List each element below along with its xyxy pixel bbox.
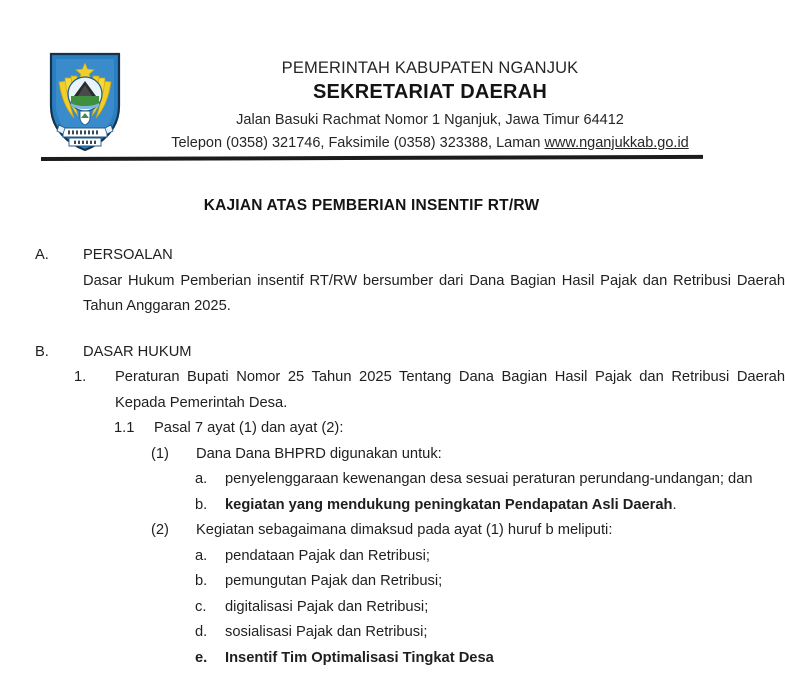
paragraph-2-letter-b-marker: b. bbox=[195, 573, 208, 589]
paragraph-1-letter-a-text: penyelenggaraan kewenangan desa sesuai peraturan perundang-undangan; dan bbox=[225, 471, 753, 487]
paragraph-2-letter-e-text: Insentif Tim Optimalisasi Tingkat Desa bbox=[225, 649, 494, 666]
section-b-item-1-text: Peraturan Bupati Nomor 25 Tahun 2025 Tentang Dana Bagian Hasil Pajak dan Retribusi Daerah Kepada Pemerintah Desa. bbox=[115, 369, 785, 411]
paragraph-1-row bbox=[0, 442, 785, 468]
paragraph-1-letter-b-marker: b. bbox=[195, 496, 208, 513]
letterhead-office-name: SEKRETARIAT DAERAH bbox=[313, 81, 547, 103]
section-a-paragraph: Dasar Hukum Pemberian insentif RT/RW bersumber dari Dana Bagian Hasil Pajak dan Retribusi Daerah Tahun Anggaran 2025. bbox=[83, 272, 785, 314]
letterhead-text bbox=[155, 58, 705, 154]
letterhead-contact bbox=[155, 133, 705, 154]
nganjuk-regency-crest-icon bbox=[47, 48, 123, 152]
section-b-subitem-1-1-row bbox=[0, 416, 785, 442]
paragraph-1-letter-a-row bbox=[0, 467, 785, 493]
paragraph-2-text: Kegiatan sebagaimana dimaksud pada ayat (1) huruf b meliputi: bbox=[196, 522, 613, 538]
paragraph-2-letter-c-row bbox=[0, 595, 785, 621]
paragraph-1-marker: (1) bbox=[151, 445, 169, 462]
letterhead-divider-rule bbox=[41, 155, 703, 161]
paragraph-1-text: Dana Dana BHPRD digunakan untuk: bbox=[196, 445, 442, 462]
paragraph-2-letter-d-marker: d. bbox=[195, 624, 208, 640]
paragraph-2-letter-a-row bbox=[0, 544, 785, 570]
section-b-marker: B. bbox=[35, 343, 49, 360]
paragraph-2-letter-e-row bbox=[0, 646, 785, 672]
paragraph-1-letter-b-bold-text: kegiatan yang mendukung peningkatan Pendapatan Asli Daerah bbox=[225, 496, 673, 513]
paragraph-2-letter-c-text: digitalisasi Pajak dan Retribusi; bbox=[225, 598, 429, 615]
document-body bbox=[0, 243, 785, 671]
document-title: KAJIAN ATAS PEMBERIAN INSENTIF RT/RW bbox=[203, 197, 540, 214]
paragraph-2-letter-e-marker: e. bbox=[195, 649, 208, 666]
section-spacer bbox=[0, 320, 785, 340]
paragraph-2-letter-a-marker: a. bbox=[195, 547, 208, 564]
section-b-heading-row bbox=[0, 340, 785, 366]
section-b-item-1-marker: 1. bbox=[74, 369, 87, 385]
paragraph-2-letter-a-text: pendataan Pajak dan Retribusi; bbox=[225, 547, 430, 564]
section-a-heading-row bbox=[0, 243, 785, 269]
letterhead-contact-text: Telepon (0358) 321746, Faksimile (0358) 323388, Laman bbox=[171, 135, 545, 151]
paragraph-1-letter-b-row bbox=[0, 493, 785, 519]
paragraph-2-letter-c-marker: c. bbox=[195, 598, 207, 615]
section-b-subitem-1-1-text: Pasal 7 ayat (1) dan ayat (2): bbox=[154, 420, 344, 436]
paragraph-2-letter-b-row bbox=[0, 569, 785, 595]
paragraph-1-letter-a-marker: a. bbox=[195, 471, 208, 487]
paragraph-2-letter-b-text: pemungutan Pajak dan Retribusi; bbox=[225, 573, 443, 589]
section-b-subitem-1-1-marker: 1.1 bbox=[114, 420, 135, 436]
paragraph-1-letter-b-suffix: . bbox=[672, 496, 677, 513]
paragraph-1-letter-b-text bbox=[225, 493, 785, 519]
letterhead-website-link[interactable]: www.nganjukkab.go.id bbox=[544, 135, 689, 151]
section-a-marker: A. bbox=[35, 247, 49, 263]
letterhead-address: Jalan Basuki Rachmat Nomor 1 Nganjuk, Jawa Timur 64412 bbox=[236, 112, 624, 128]
paragraph-2-letter-d-row bbox=[0, 620, 785, 646]
paragraph-2-letter-d-text: sosialisasi Pajak dan Retribusi; bbox=[225, 624, 428, 640]
section-b-heading: DASAR HUKUM bbox=[83, 343, 192, 360]
paragraph-2-row bbox=[0, 518, 785, 544]
letterhead bbox=[0, 48, 785, 156]
section-b-item-1-row bbox=[0, 365, 785, 416]
letterhead-government-line: PEMERINTAH KABUPATEN NGANJUK bbox=[281, 59, 579, 77]
section-a-paragraph-row bbox=[0, 269, 785, 320]
section-a-heading: PERSOALAN bbox=[83, 247, 173, 263]
paragraph-2-marker: (2) bbox=[151, 522, 169, 538]
